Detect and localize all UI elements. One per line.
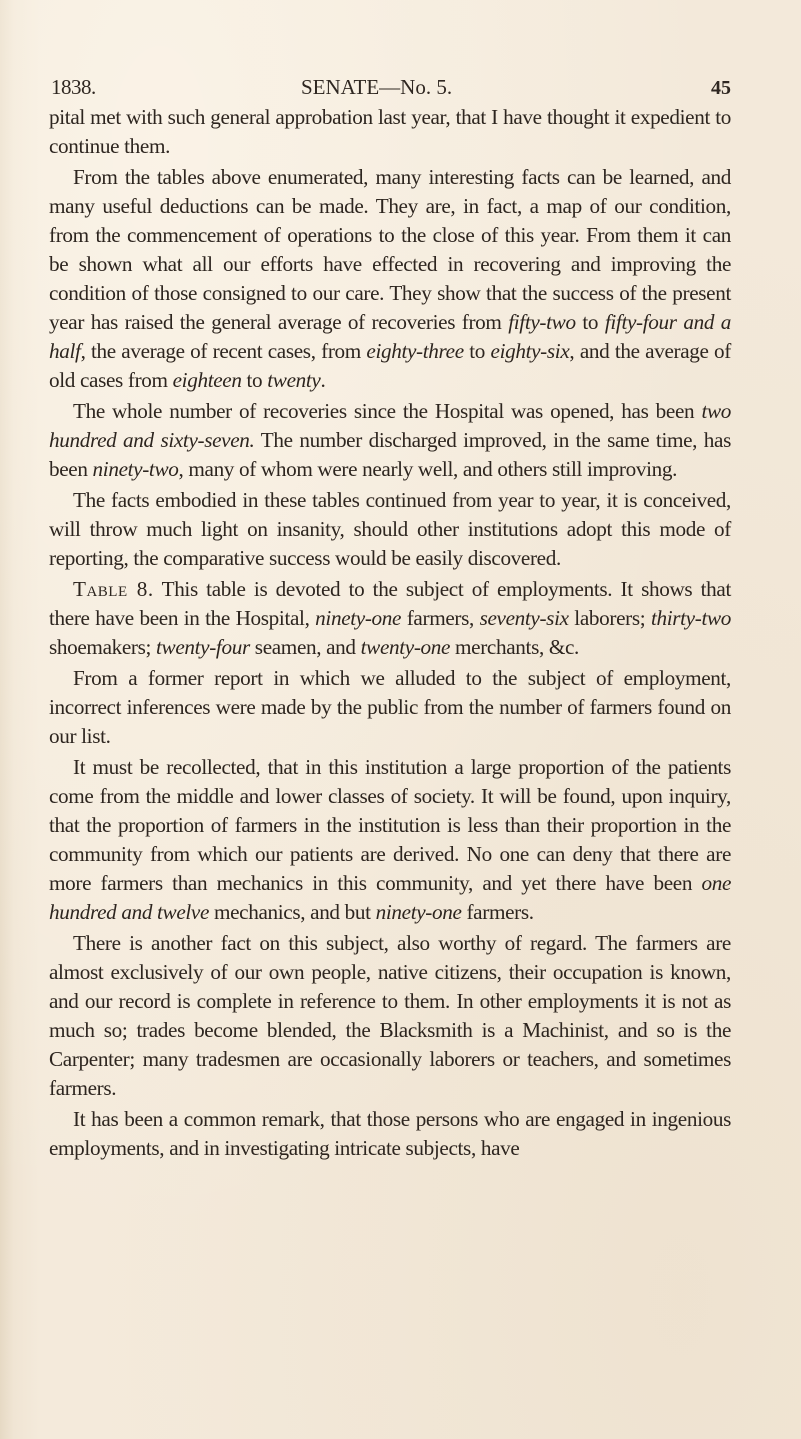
- italic-text: eighty-six: [490, 339, 570, 363]
- text-run: The facts embodied in these tables continued from year to year, it is conceived, will throw much light on insanity, should other institutions adopt this mode of reporting, the comparative success would be easily discovered.: [49, 488, 731, 570]
- paragraph: [49, 397, 731, 484]
- paragraph: [49, 1105, 731, 1163]
- text-run: laborers;: [568, 606, 651, 630]
- text-run: There is another fact on this subject, also worthy of regard. The farmers are almost exclusively of our own people, native citizens, their occupation is known, and our record is complete in reference to them. In other employments it is not as much so; trades become blended, the Blacksmith is a Machinist, and so is the Carpenter; many tradesmen are occasionally laborers or teachers, and sometimes farmers.: [49, 931, 731, 1100]
- text-run: seamen, and: [249, 635, 361, 659]
- italic-text: twenty-one: [360, 635, 451, 659]
- text-run: merchants, &c.: [450, 635, 579, 659]
- paragraph: [49, 753, 731, 927]
- italic-text: ninety-two: [92, 457, 179, 481]
- italic-text: one hundred and twelve: [49, 871, 731, 924]
- text-run: The whole number of recoveries since the Hospital was opened, has been: [73, 399, 702, 423]
- italic-text: eighty-three: [366, 339, 464, 363]
- italic-text: fifty-four and a half: [49, 310, 731, 363]
- italic-text: thirty-two: [650, 606, 732, 630]
- page-number: 45: [711, 77, 731, 99]
- text-run: It must be recollected, that in this institution a large proportion of the patients come from the middle and lower classes of society. It will be found, upon inquiry, that the proportion of farmers in the institution is less than their proportion in the community from which our patients are derived. No one can deny that there are more farmers than mechanics in this community, and yet there have been: [49, 755, 731, 895]
- italic-text: fifty-two: [508, 310, 576, 334]
- italic-text: seventy-six: [479, 606, 569, 630]
- paragraph: [49, 575, 731, 662]
- text-run: This table is devoted to the subject of employments. It shows that there have been in the Hospital,: [49, 577, 731, 630]
- text-run: shoemakers;: [49, 635, 157, 659]
- paragraph: [49, 163, 731, 395]
- italic-text: twenty: [267, 368, 321, 392]
- italic-text: ninety-one: [315, 606, 402, 630]
- paragraph: [49, 664, 731, 751]
- running-head-title: SENATE—No. 5.: [301, 75, 453, 99]
- italic-text: ninety-one: [375, 900, 462, 924]
- italic-text: eighteen: [172, 368, 242, 392]
- running-head-year: 1838.: [51, 75, 96, 99]
- italic-text: two hundred and sixty-seven.: [49, 399, 731, 452]
- italic-text: twenty-four: [156, 635, 250, 659]
- text-run: to: [241, 368, 268, 392]
- text-run: pital met with such general approbation last year, that I have thought it expedient to continue them.: [49, 105, 731, 158]
- text-run: , and the average of old cases from: [49, 339, 731, 392]
- text-run: to: [575, 310, 605, 334]
- text-run: From a former report in which we alluded to the subject of employment, incorrect inferences were made by the public from the number of farmers found on our list.: [49, 666, 731, 748]
- body-text: [49, 103, 731, 1163]
- text-run: From the tables above enumerated, many interesting facts can be learned, and many useful deductions can be made. They are, in fact, a map of our condition, from the commencement of operations to the close of this year. From them it can be shown what all our efforts have effected in recovering and improving the condition of those consigned to our care. They show that the success of the present year has raised the general average of recoveries from: [49, 165, 731, 334]
- text-run: .: [320, 368, 326, 392]
- text-run: farmers.: [461, 900, 534, 924]
- paragraph: [49, 103, 731, 161]
- paragraph: [49, 929, 731, 1103]
- text-run: mechanics, and but: [209, 900, 376, 924]
- text-run: farmers,: [401, 606, 480, 630]
- table-label: Table 8.: [73, 577, 154, 601]
- text-run: , the average of recent cases, from: [80, 339, 367, 363]
- text-run: , many of whom were nearly well, and others still improving.: [178, 457, 678, 481]
- text-run: It has been a common remark, that those persons who are engaged in ingenious employments, and in investigating intricate subjects, have: [49, 1107, 731, 1160]
- running-head: [49, 75, 731, 105]
- text-run: The number discharged improved, in the same time, has been: [49, 428, 731, 481]
- paragraph: [49, 486, 731, 573]
- text-run: to: [463, 339, 491, 363]
